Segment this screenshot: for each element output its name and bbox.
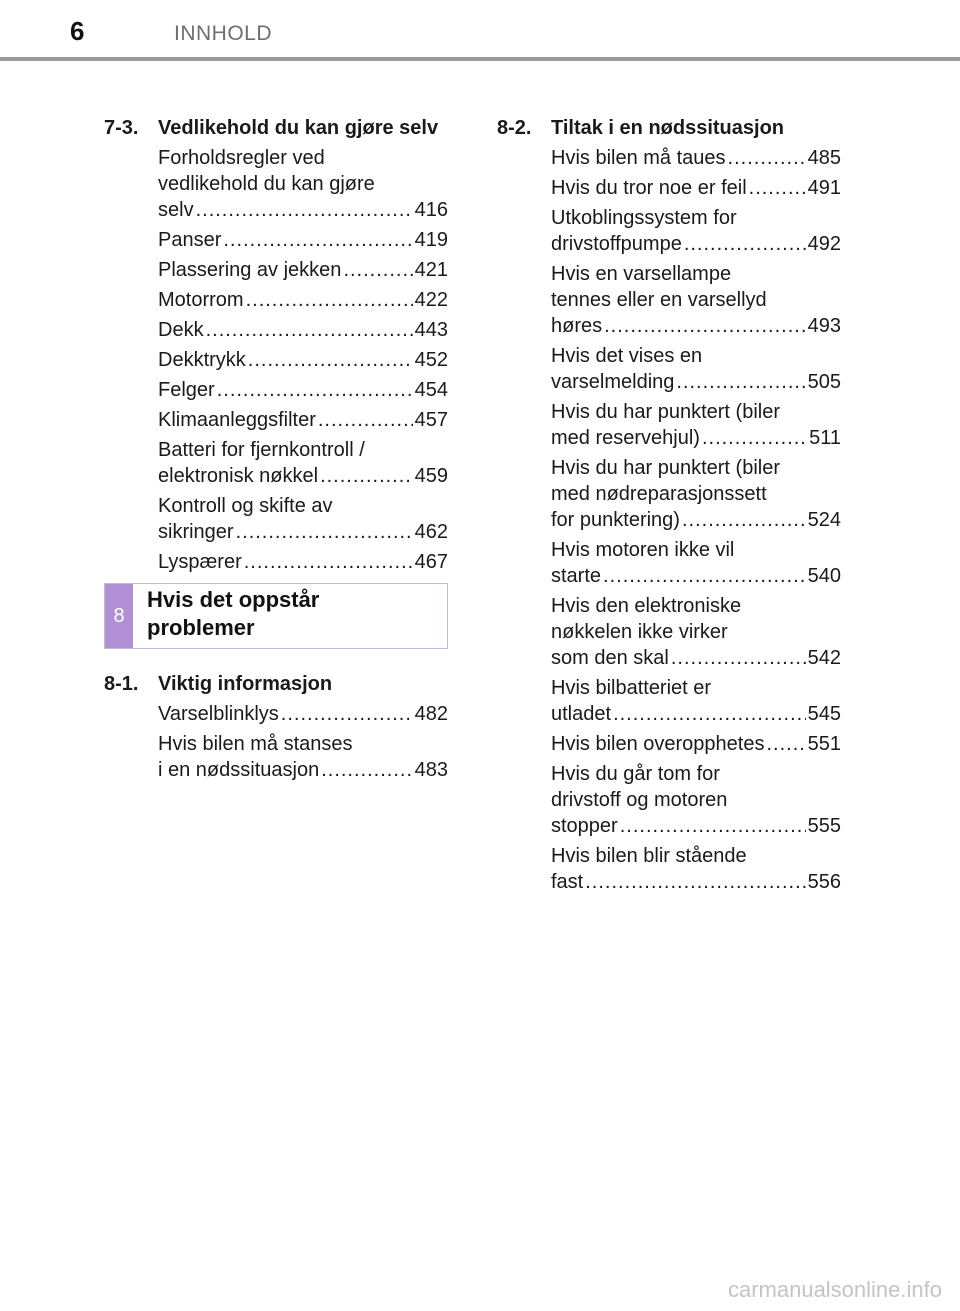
- toc-entry-last-line: [158, 701, 448, 727]
- chapter-title-line2: problemer: [147, 615, 255, 640]
- toc-entry-label: sikringer: [158, 521, 234, 543]
- toc-entry-line: Kontroll og skifte av: [158, 495, 333, 517]
- header-title: INNHOLD: [174, 22, 273, 45]
- toc-entry-last-line: [551, 145, 841, 171]
- toc-entry[interactable]: [158, 317, 448, 343]
- toc-entry[interactable]: [551, 675, 841, 727]
- toc-entry-label: Felger: [158, 379, 215, 401]
- toc-list-8-2: [497, 145, 841, 895]
- toc-page-number: 443: [414, 319, 448, 341]
- watermark: carmanualsonline.info: [727, 1277, 942, 1302]
- dot-leader: [223, 227, 412, 253]
- toc-list-8-1: [104, 701, 448, 783]
- toc-entry-line: drivstoff og motoren: [551, 789, 728, 811]
- chapter-title: [133, 584, 319, 648]
- toc-page-number: 505: [807, 371, 841, 393]
- toc-entry-last-line: [158, 287, 448, 313]
- dot-leader: [236, 519, 413, 545]
- dot-leader: [728, 145, 806, 171]
- toc-entry-label: i en nødssituasjon: [158, 759, 320, 781]
- toc-entry-last-line: [158, 519, 448, 545]
- toc-page-number: 483: [414, 759, 448, 781]
- dot-leader: [321, 757, 412, 783]
- toc-entry-last-line: [551, 175, 841, 201]
- toc-page-number: 485: [807, 147, 841, 169]
- toc-entry[interactable]: [158, 549, 448, 575]
- toc-entry-last-line: [158, 407, 448, 433]
- toc-page-number: 511: [809, 427, 841, 449]
- toc-entry[interactable]: [158, 377, 448, 403]
- dot-leader: [613, 701, 806, 727]
- toc-entry-label: starte: [551, 565, 602, 587]
- page-number: 6: [70, 16, 85, 46]
- toc-entry-last-line: [158, 377, 448, 403]
- toc-entry-line: Hvis du går tom for: [551, 763, 720, 785]
- toc-entry[interactable]: [551, 399, 841, 451]
- toc-page-number: 493: [807, 315, 841, 337]
- toc-page-number: 416: [414, 199, 448, 221]
- toc-entry[interactable]: [551, 343, 841, 395]
- toc-entry[interactable]: [551, 455, 841, 533]
- section-title-text: Vedlikehold du kan gjøre selv: [158, 117, 439, 139]
- dot-leader: [343, 257, 412, 283]
- toc-entry-line: Hvis du har punktert (biler: [551, 401, 780, 423]
- toc-page-number: 452: [414, 349, 448, 371]
- toc-entry-last-line: [158, 227, 448, 253]
- dot-leader: [620, 813, 806, 839]
- toc-entry[interactable]: [551, 537, 841, 589]
- toc-entry-label: Varselblinklys: [158, 703, 279, 725]
- toc-entry[interactable]: [551, 843, 841, 895]
- dot-leader: [671, 645, 806, 671]
- toc-page-number: 462: [414, 521, 448, 543]
- toc-entry-last-line: [158, 757, 448, 783]
- dot-leader: [702, 425, 807, 451]
- toc-entry[interactable]: [551, 761, 841, 839]
- toc-entry-line: med nødreparasjonssett: [551, 483, 767, 505]
- dot-leader: [604, 313, 806, 339]
- toc-page-number: 545: [807, 703, 841, 725]
- section-heading-8-1: [104, 671, 448, 697]
- dot-leader: [676, 369, 805, 395]
- dot-leader: [766, 731, 805, 757]
- dot-leader: [603, 563, 806, 589]
- toc-entry-last-line: [158, 257, 448, 283]
- toc-entry-last-line: [551, 731, 841, 757]
- left-column: [104, 115, 448, 787]
- toc-page-number: 422: [414, 289, 448, 311]
- section-number: 8-2.: [497, 117, 532, 139]
- toc-entry-label: fast: [551, 871, 584, 893]
- dot-leader: [749, 175, 806, 201]
- toc-entry-label: Hvis du tror noe er feil: [551, 177, 747, 199]
- toc-entry-last-line: [551, 701, 841, 727]
- toc-entry-label: som den skal: [551, 647, 669, 669]
- toc-page-number: 491: [807, 177, 841, 199]
- page-header: [0, 0, 960, 62]
- header-divider: [0, 57, 960, 61]
- toc-entry-label: Hvis bilen overopphetes: [551, 733, 765, 755]
- toc-entry-line: Hvis bilen må stanses: [158, 733, 353, 755]
- toc-entry-last-line: [158, 347, 448, 373]
- toc-page-number: 421: [414, 259, 448, 281]
- dot-leader: [248, 347, 413, 373]
- section-number: 8-1.: [104, 673, 139, 695]
- toc-entry-last-line: [158, 197, 448, 223]
- chapter-banner: [104, 583, 448, 649]
- toc-entry[interactable]: [158, 287, 448, 313]
- dot-leader: [684, 231, 806, 257]
- toc-entry-last-line: [158, 463, 448, 489]
- toc-entry-last-line: [551, 507, 841, 533]
- toc-entry-label: Panser: [158, 229, 222, 251]
- toc-entry[interactable]: [158, 701, 448, 727]
- toc-entry-label: Hvis bilen må taues: [551, 147, 726, 169]
- toc-entry-line: Hvis bilbatteriet er: [551, 677, 712, 699]
- toc-page-number: 419: [414, 229, 448, 251]
- toc-entry-last-line: [551, 313, 841, 339]
- toc-entry[interactable]: [158, 437, 448, 489]
- dot-leader: [196, 197, 413, 223]
- toc-entry-label: Plassering av jekken: [158, 259, 342, 281]
- toc-entry-last-line: [158, 549, 448, 575]
- toc-entry-line: Hvis en varsellampe: [551, 263, 732, 285]
- section-title: [158, 115, 448, 141]
- toc-entry-label: stopper: [551, 815, 618, 837]
- section-title: Viktig informasjon: [158, 673, 333, 695]
- toc-page-number: 467: [414, 551, 448, 573]
- toc-entry[interactable]: [158, 347, 448, 373]
- toc-entry-label: Lyspærer: [158, 551, 242, 573]
- dot-leader: [585, 869, 805, 895]
- toc-page-number: 542: [807, 647, 841, 669]
- toc-page-number: 492: [807, 233, 841, 255]
- toc-entry[interactable]: [551, 145, 841, 171]
- right-column: [497, 115, 841, 899]
- toc-entry-label: elektronisk nøkkel: [158, 465, 319, 487]
- toc-page-number: 459: [414, 465, 448, 487]
- dot-leader: [244, 549, 413, 575]
- toc-entry[interactable]: [551, 205, 841, 257]
- toc-entry-last-line: [551, 369, 841, 395]
- toc-entry-line: Batteri for fjernkontroll /: [158, 439, 365, 461]
- section-heading-7-3: [104, 115, 448, 141]
- toc-entry-line: Hvis motoren ikke vil: [551, 539, 735, 561]
- dot-leader: [206, 317, 413, 343]
- toc-entry[interactable]: [158, 493, 448, 545]
- section-heading-8-2: [497, 115, 841, 141]
- toc-entry-last-line: [551, 231, 841, 257]
- dot-leader: [320, 463, 413, 489]
- toc-entry-line: tennes eller en varsellyd: [551, 289, 767, 311]
- toc-entry-last-line: [551, 869, 841, 895]
- toc-entry[interactable]: [551, 593, 841, 671]
- toc-page-number: 524: [807, 509, 841, 531]
- toc-entry-last-line: [551, 563, 841, 589]
- toc-entry-line: Forholdsregler ved: [158, 147, 325, 169]
- toc-entry-label: Dekk: [158, 319, 204, 341]
- toc-entry[interactable]: [158, 407, 448, 433]
- toc-entry[interactable]: [158, 257, 448, 283]
- toc-entry[interactable]: [158, 227, 448, 253]
- toc-page-number: 482: [414, 703, 448, 725]
- toc-entry-last-line: [551, 425, 841, 451]
- toc-entry-label: utladet: [551, 703, 612, 725]
- toc-page-number: 555: [807, 815, 841, 837]
- toc-entry-label: Dekktrykk: [158, 349, 246, 371]
- toc-entry-label: Motorrom: [158, 289, 244, 311]
- toc-entry-label: for punktering): [551, 509, 680, 531]
- toc-entry-last-line: [551, 813, 841, 839]
- toc-entry[interactable]: [551, 261, 841, 339]
- toc-entry-label: drivstoffpumpe: [551, 233, 682, 255]
- toc-page-number: 556: [807, 871, 841, 893]
- chapter-number-tab: 8: [105, 584, 133, 648]
- toc-entry-line: vedlikehold du kan gjøre: [158, 173, 375, 195]
- section-number: 7-3.: [104, 117, 139, 139]
- toc-entry[interactable]: [551, 731, 841, 757]
- toc-page-number: 540: [807, 565, 841, 587]
- toc-entry-last-line: [551, 645, 841, 671]
- toc-entry[interactable]: [551, 175, 841, 201]
- dot-leader: [318, 407, 413, 433]
- toc-entry[interactable]: [158, 731, 448, 783]
- toc-page-number: 457: [414, 409, 448, 431]
- toc-list-7-3: [104, 145, 448, 575]
- chapter-title-line1: Hvis det oppstår: [147, 587, 320, 612]
- toc-entry-line: Hvis den elektroniske: [551, 595, 742, 617]
- toc-entry[interactable]: [158, 145, 448, 223]
- toc-entry-line: nøkkelen ikke virker: [551, 621, 728, 643]
- dot-leader: [246, 287, 413, 313]
- toc-entry-label: selv: [158, 199, 194, 221]
- dot-leader: [682, 507, 806, 533]
- toc-entry-line: Utkoblingssystem for: [551, 207, 737, 229]
- toc-entry-label: med reservehjul): [551, 427, 700, 449]
- toc-entry-label: høres: [551, 315, 603, 337]
- toc-entry-line: Hvis det vises en: [551, 345, 703, 367]
- section-title: Tiltak i en nødssituasjon: [551, 117, 785, 139]
- dot-leader: [281, 701, 413, 727]
- toc-entry-label: varselmelding: [551, 371, 675, 393]
- dot-leader: [217, 377, 413, 403]
- toc-page-number: 454: [414, 379, 448, 401]
- toc-page-number: 551: [807, 733, 841, 755]
- toc-entry-line: Hvis bilen blir stående: [551, 845, 747, 867]
- toc-entry-line: Hvis du har punktert (biler: [551, 457, 780, 479]
- toc-entry-last-line: [158, 317, 448, 343]
- toc-entry-label: Klimaanleggsfilter: [158, 409, 316, 431]
